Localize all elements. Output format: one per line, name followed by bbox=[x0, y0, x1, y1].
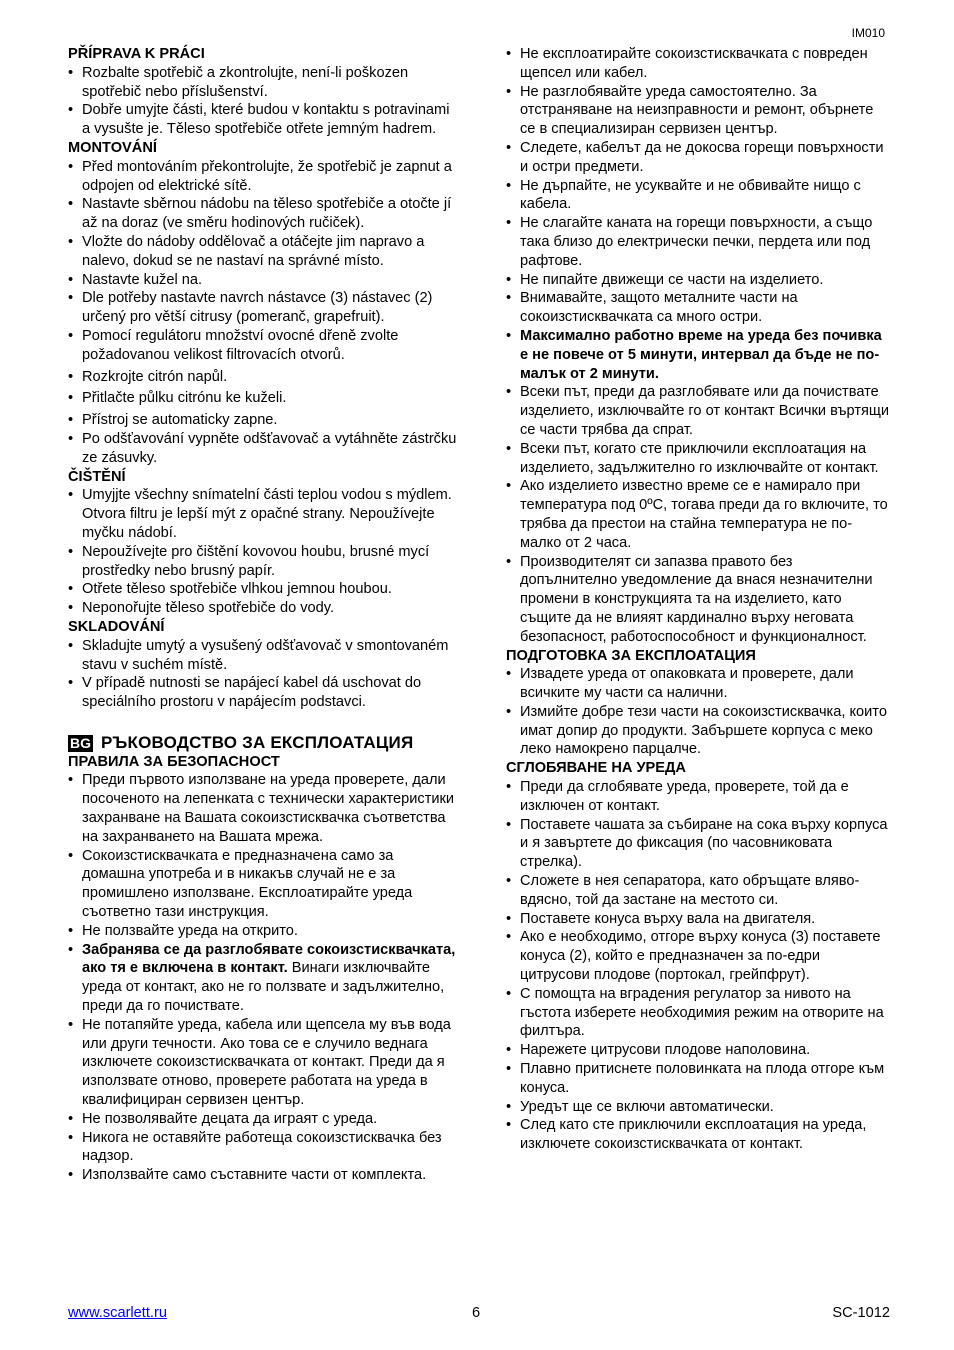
list-item: • Нарежете цитрусови плодове наполовина. bbox=[506, 1042, 811, 1059]
list-item: • Pomocí regulátoru množství ovocné dřeně zvolte požadovanou velikost filtrovacích otvorů. bbox=[68, 327, 399, 363]
bullet-icon: • bbox=[68, 543, 74, 560]
model-number: SC-1012 bbox=[832, 1305, 890, 1321]
bullet-icon: • bbox=[68, 64, 74, 81]
bullet-icon: • bbox=[506, 177, 512, 194]
list-item: • Сокоизстисквачката е предназначена само за домашна употреба и в никакъв случай не е за промишлено използване. Експлоатирайте уреда съответно тази инструкция. bbox=[68, 847, 413, 921]
section-heading-safety: ПРАВИЛА ЗА БЕЗОПАСНОСТ bbox=[68, 753, 280, 770]
list-item: • Не разглобявайте уреда самостоятелно. За отстраняване на неизправности и ремонт, обърнете се в специализиран сервизен център. bbox=[506, 83, 874, 138]
bullet-icon: • bbox=[68, 1016, 74, 1033]
list-item: • Dle potřeby nastavte navrch nástavce (3) nástavec (2) určený pro větší citrusy (pomeranč, grapefruit). bbox=[68, 290, 433, 326]
bullet-icon: • bbox=[506, 1042, 512, 1059]
list-item: • Не ползвайте уреда на открито. bbox=[68, 922, 298, 939]
language-section-title bbox=[68, 734, 460, 753]
list-item: • Поставете чашата за събиране на сока върху корпуса и я завъртете до фиксация (по часовниковата стрелка). bbox=[506, 816, 888, 871]
bullet-icon: • bbox=[68, 637, 74, 654]
bullet-icon: • bbox=[506, 910, 512, 927]
list-item: • Nepoužívejte pro čištění kovovou houbu, brusné mycí prostředky nebo brusný papír. bbox=[68, 543, 430, 579]
list-item: • Neponořujte těleso spotřebiče do vody. bbox=[68, 600, 335, 617]
bullet-icon: • bbox=[506, 873, 512, 890]
bullet-icon: • bbox=[68, 941, 74, 958]
safety-list bbox=[68, 771, 460, 1185]
bullet-icon: • bbox=[506, 816, 512, 833]
list-item: • Dobře umyjte části, které budou v kontaktu s potravinami a vysušte je. Těleso spotřebiče otřete jemným hadrem. bbox=[68, 102, 450, 138]
bullet-icon: • bbox=[506, 666, 512, 683]
list-item: • Přístroj se automaticky zapne. bbox=[68, 412, 278, 429]
document-code: IM010 bbox=[851, 26, 885, 40]
list-item: • Извадете уреда от опаковката и проверете, дали всичките му части са налични. bbox=[506, 666, 854, 702]
bullet-icon: • bbox=[68, 196, 74, 213]
bullet-icon: • bbox=[68, 922, 74, 939]
page-number: 6 bbox=[472, 1305, 481, 1321]
list-item: • Следете, кабелът да не докосва горещи повърхности и остри предмети. bbox=[506, 139, 884, 175]
list-item: • Сложете в нея сепаратора, като обръщате вляво-вдясно, той да застане на местото си. bbox=[506, 873, 860, 908]
list-item: • Ако изделието известно време се е намирало при температура под 0ºC, тогава преди да го включите, то трябва да престои на стайна температура не по-малко от 2 часа. bbox=[506, 478, 888, 551]
list-item: • Не слагайте каната на горещи повърхности, а също така близо до електрически печки, пердета или под рафтове. bbox=[506, 215, 873, 269]
section-heading-cleaning: ČIŠTĚNÍ bbox=[68, 468, 126, 485]
bullet-icon: • bbox=[506, 384, 512, 401]
bullet-icon: • bbox=[68, 233, 74, 250]
manual-title: РЪКОВОДСТВО ЗА ЕКСПЛОАТАЦИЯ bbox=[101, 732, 414, 752]
bullet-icon: • bbox=[68, 412, 74, 429]
list-item: • Po odšťavování vypněte odšťavovač a vytáhněte zástrčku ze zásuvky. bbox=[68, 430, 457, 466]
bullet-icon: • bbox=[68, 772, 74, 789]
bullet-icon: • bbox=[506, 46, 512, 62]
section-heading-preparation-bg: ПОДГОТОВКА ЗА ЕКСПЛОАТАЦИЯ bbox=[506, 647, 756, 664]
list-item: • Vložte do nádoby oddělovač a otáčejte jim napravo a nalevo, dokud se ne nastaví na správné místo. bbox=[68, 233, 425, 269]
bullet-icon: • bbox=[506, 271, 512, 288]
list-item: • Přitlačte půlku citrónu ke kuželi. bbox=[68, 390, 287, 407]
bullet-icon: • bbox=[506, 327, 512, 344]
list-item: • Не експлоатирайте сокоизстисквачката с повреден щепсел или кабел. bbox=[506, 46, 868, 81]
bullet-icon: • bbox=[506, 553, 512, 570]
bullet-icon: • bbox=[68, 158, 74, 175]
list-item: • Използвайте само съставните части от комплекта. bbox=[68, 1167, 427, 1184]
bullet-icon: • bbox=[68, 1110, 74, 1127]
section-heading-preparation: PŘÍPRAVA K PRÁCI bbox=[68, 46, 205, 62]
list-item: • Nastavte sběrnou nádobu na těleso spotřebiče a otočte jí až na doraz (ve směru hodinových ručiček). bbox=[68, 196, 452, 232]
list-item: • Всеки път, когато сте приключили експлоатация на изделието, задължително го изключвайте от контакт. bbox=[506, 440, 879, 476]
list-item: • Преди да сглобявате уреда, проверете, той да е изключен от контакт. bbox=[506, 779, 849, 814]
bullet-icon: • bbox=[506, 215, 512, 232]
bullet-icon: • bbox=[68, 368, 74, 385]
list-item: • Не позволявайте децата да играят с уреда. bbox=[68, 1110, 378, 1127]
list-item: • Nastavte kužel na. bbox=[68, 271, 203, 288]
list-item: • Плавно притиснете половинката на плода отгоре към конуса. bbox=[506, 1061, 885, 1096]
bold-warning: Максимално работно време на уреда без почивка е не повече от 5 минути, интервал да бъде не по-малък от 2 минути. bbox=[520, 327, 882, 382]
preparation-list-bg bbox=[506, 665, 890, 759]
bullet-icon: • bbox=[68, 1167, 74, 1184]
bullet-icon: • bbox=[68, 581, 74, 598]
bullet-icon: • bbox=[68, 847, 74, 864]
bullet-icon: • bbox=[68, 487, 74, 504]
safety-list-continued bbox=[506, 45, 890, 647]
list-item: • Не пипайте движещи се части на изделието. bbox=[506, 271, 824, 288]
list-item: • Всеки път, преди да разглобявате или да почиствате изделието, изключвайте го от контакт Всички въртящи се части трябва да спрат. bbox=[506, 384, 890, 438]
bullet-icon: • bbox=[506, 703, 512, 720]
assembly-list-bg bbox=[506, 778, 890, 1154]
website-link[interactable]: www.scarlett.ru bbox=[68, 1305, 167, 1321]
bullet-icon: • bbox=[506, 929, 512, 946]
list-item: • Внимавайте, защото металните части на сокоизстисквачката са много остри. bbox=[506, 290, 798, 326]
bullet-icon: • bbox=[68, 1129, 74, 1146]
bullet-icon: • bbox=[506, 139, 512, 156]
bullet-icon: • bbox=[506, 478, 512, 495]
right-column bbox=[506, 45, 890, 1154]
bold-warning: Забранява се да разглобявате сокоизстисквачката, ако тя е включена в контакт. bbox=[82, 941, 456, 977]
section-heading-storage: SKLADOVÁNÍ bbox=[68, 618, 165, 635]
list-item: • Производителят си запазва правото без допълнително уведомление да внася незначителни промени в конструкцията та на изделието, като същите да не влияят кардинално върху неговата безопасност, работоспособност и функционалност. bbox=[506, 553, 873, 645]
page-footer bbox=[68, 1304, 890, 1324]
storage-list bbox=[68, 637, 460, 712]
bullet-icon: • bbox=[506, 290, 512, 307]
list-item: • Umyjjte všechny snímatelní části teplou vodou s mýdlem. Otvora filtru je lepší mýt z opačné strany. Nepoužívejte myčku nádobí. bbox=[68, 487, 452, 541]
list-item: • Не дърпайте, не усуквайте и не обвивайте нищо с кабела. bbox=[506, 177, 861, 213]
list-item: • V případě nutnosti se napájecí kabel dá uschovat do speciálního prostoru v napájecím podstavci. bbox=[68, 675, 422, 711]
list-item bbox=[506, 327, 890, 383]
list-item: • Ако е необходимо, отгоре върху конуса (3) поставете конуса (2), който е предназначен за по-едри цитрусови плодове (портокал, грейпфрут). bbox=[506, 929, 881, 984]
list-item: • Не потапяйте уреда, кабела или щепсела му във вода или други течности. Ако това се е случило веднага изключете сокоизстисквачката от контакт. Преди да я използвате отново, проверете работата на уреда в квалифициран сервизен център. bbox=[68, 1016, 451, 1109]
list-item: • Skladujte umytý a vysušený odšťavovač v smontovaném stavu v suchém místě. bbox=[68, 637, 449, 673]
list-item: • След като сте приключили експлоатация на уреда, изключете сокоизстисквачката от контакт. bbox=[506, 1117, 867, 1153]
language-badge: BG bbox=[70, 734, 91, 751]
preparation-list bbox=[68, 64, 460, 139]
section-heading-assembly-bg: СГЛОБЯВАНЕ НА УРЕДА bbox=[506, 760, 686, 777]
list-item: • Rozkrojte citrón napůl. bbox=[68, 368, 228, 385]
bullet-icon: • bbox=[506, 440, 512, 457]
bullet-icon: • bbox=[506, 1061, 512, 1078]
bullet-icon: • bbox=[506, 1117, 512, 1134]
bullet-icon: • bbox=[68, 430, 74, 447]
left-column bbox=[68, 45, 460, 1185]
bullet-icon: • bbox=[68, 600, 74, 617]
list-item: • Rozbalte spotřebič a zkontrolujte, není-li poškozen spotřebič nebo příslušenství. bbox=[68, 64, 409, 100]
list-item: • Před montováním překontrolujte, že spotřebič je zapnut a odpojen od elektrické sítě. bbox=[68, 158, 452, 194]
list-item: • Никога не оставяйте работеща сокоизстисквачка без надзор. bbox=[68, 1129, 442, 1165]
bullet-icon: • bbox=[506, 1098, 512, 1115]
list-item: • Измийте добре тези части на сокоизстисквачка, които имат допир до продукти. Забършете корпуса с меко леко намокрено парцалче. bbox=[506, 703, 887, 758]
list-item: • Otřete těleso spotřebiče vlhkou jemnou houbou. bbox=[68, 581, 392, 598]
list-item: • Уредът ще се включи автоматически. bbox=[506, 1098, 774, 1115]
cleaning-list bbox=[68, 486, 460, 618]
list-item: • Поставете конуса върху вала на двигателя. bbox=[506, 910, 816, 927]
bullet-icon: • bbox=[68, 675, 74, 692]
section-heading-assembly: MONTOVÁNÍ bbox=[68, 139, 157, 156]
bullet-icon: • bbox=[68, 290, 74, 307]
bullet-icon: • bbox=[68, 327, 74, 344]
bullet-icon: • bbox=[506, 779, 512, 796]
bullet-icon: • bbox=[68, 102, 74, 119]
list-item: • С помощта на вградения регулатор за нивото на гъстота изберете необходимия режим на отворите на филтъра. bbox=[506, 985, 884, 1040]
list-item: • Преди първото използване на уреда проверете, дали посоченото на лепенката с технически характеристики захранване на Вашата сокоизстисквачка съответства на захранването на Вашата мрежа. bbox=[68, 772, 455, 845]
bullet-icon: • bbox=[68, 390, 74, 407]
bullet-icon: • bbox=[506, 985, 512, 1002]
bullet-icon: • bbox=[68, 271, 74, 288]
bullet-icon: • bbox=[506, 83, 512, 100]
assembly-list bbox=[68, 158, 460, 468]
list-item: • Забранява се да разглобявате сокоизстисквачката, ако тя е включена в контакт. Винаги изключвайте уреда от контакт, ако не го ползвате и задължително, преди да го почиствате. bbox=[68, 941, 456, 1015]
